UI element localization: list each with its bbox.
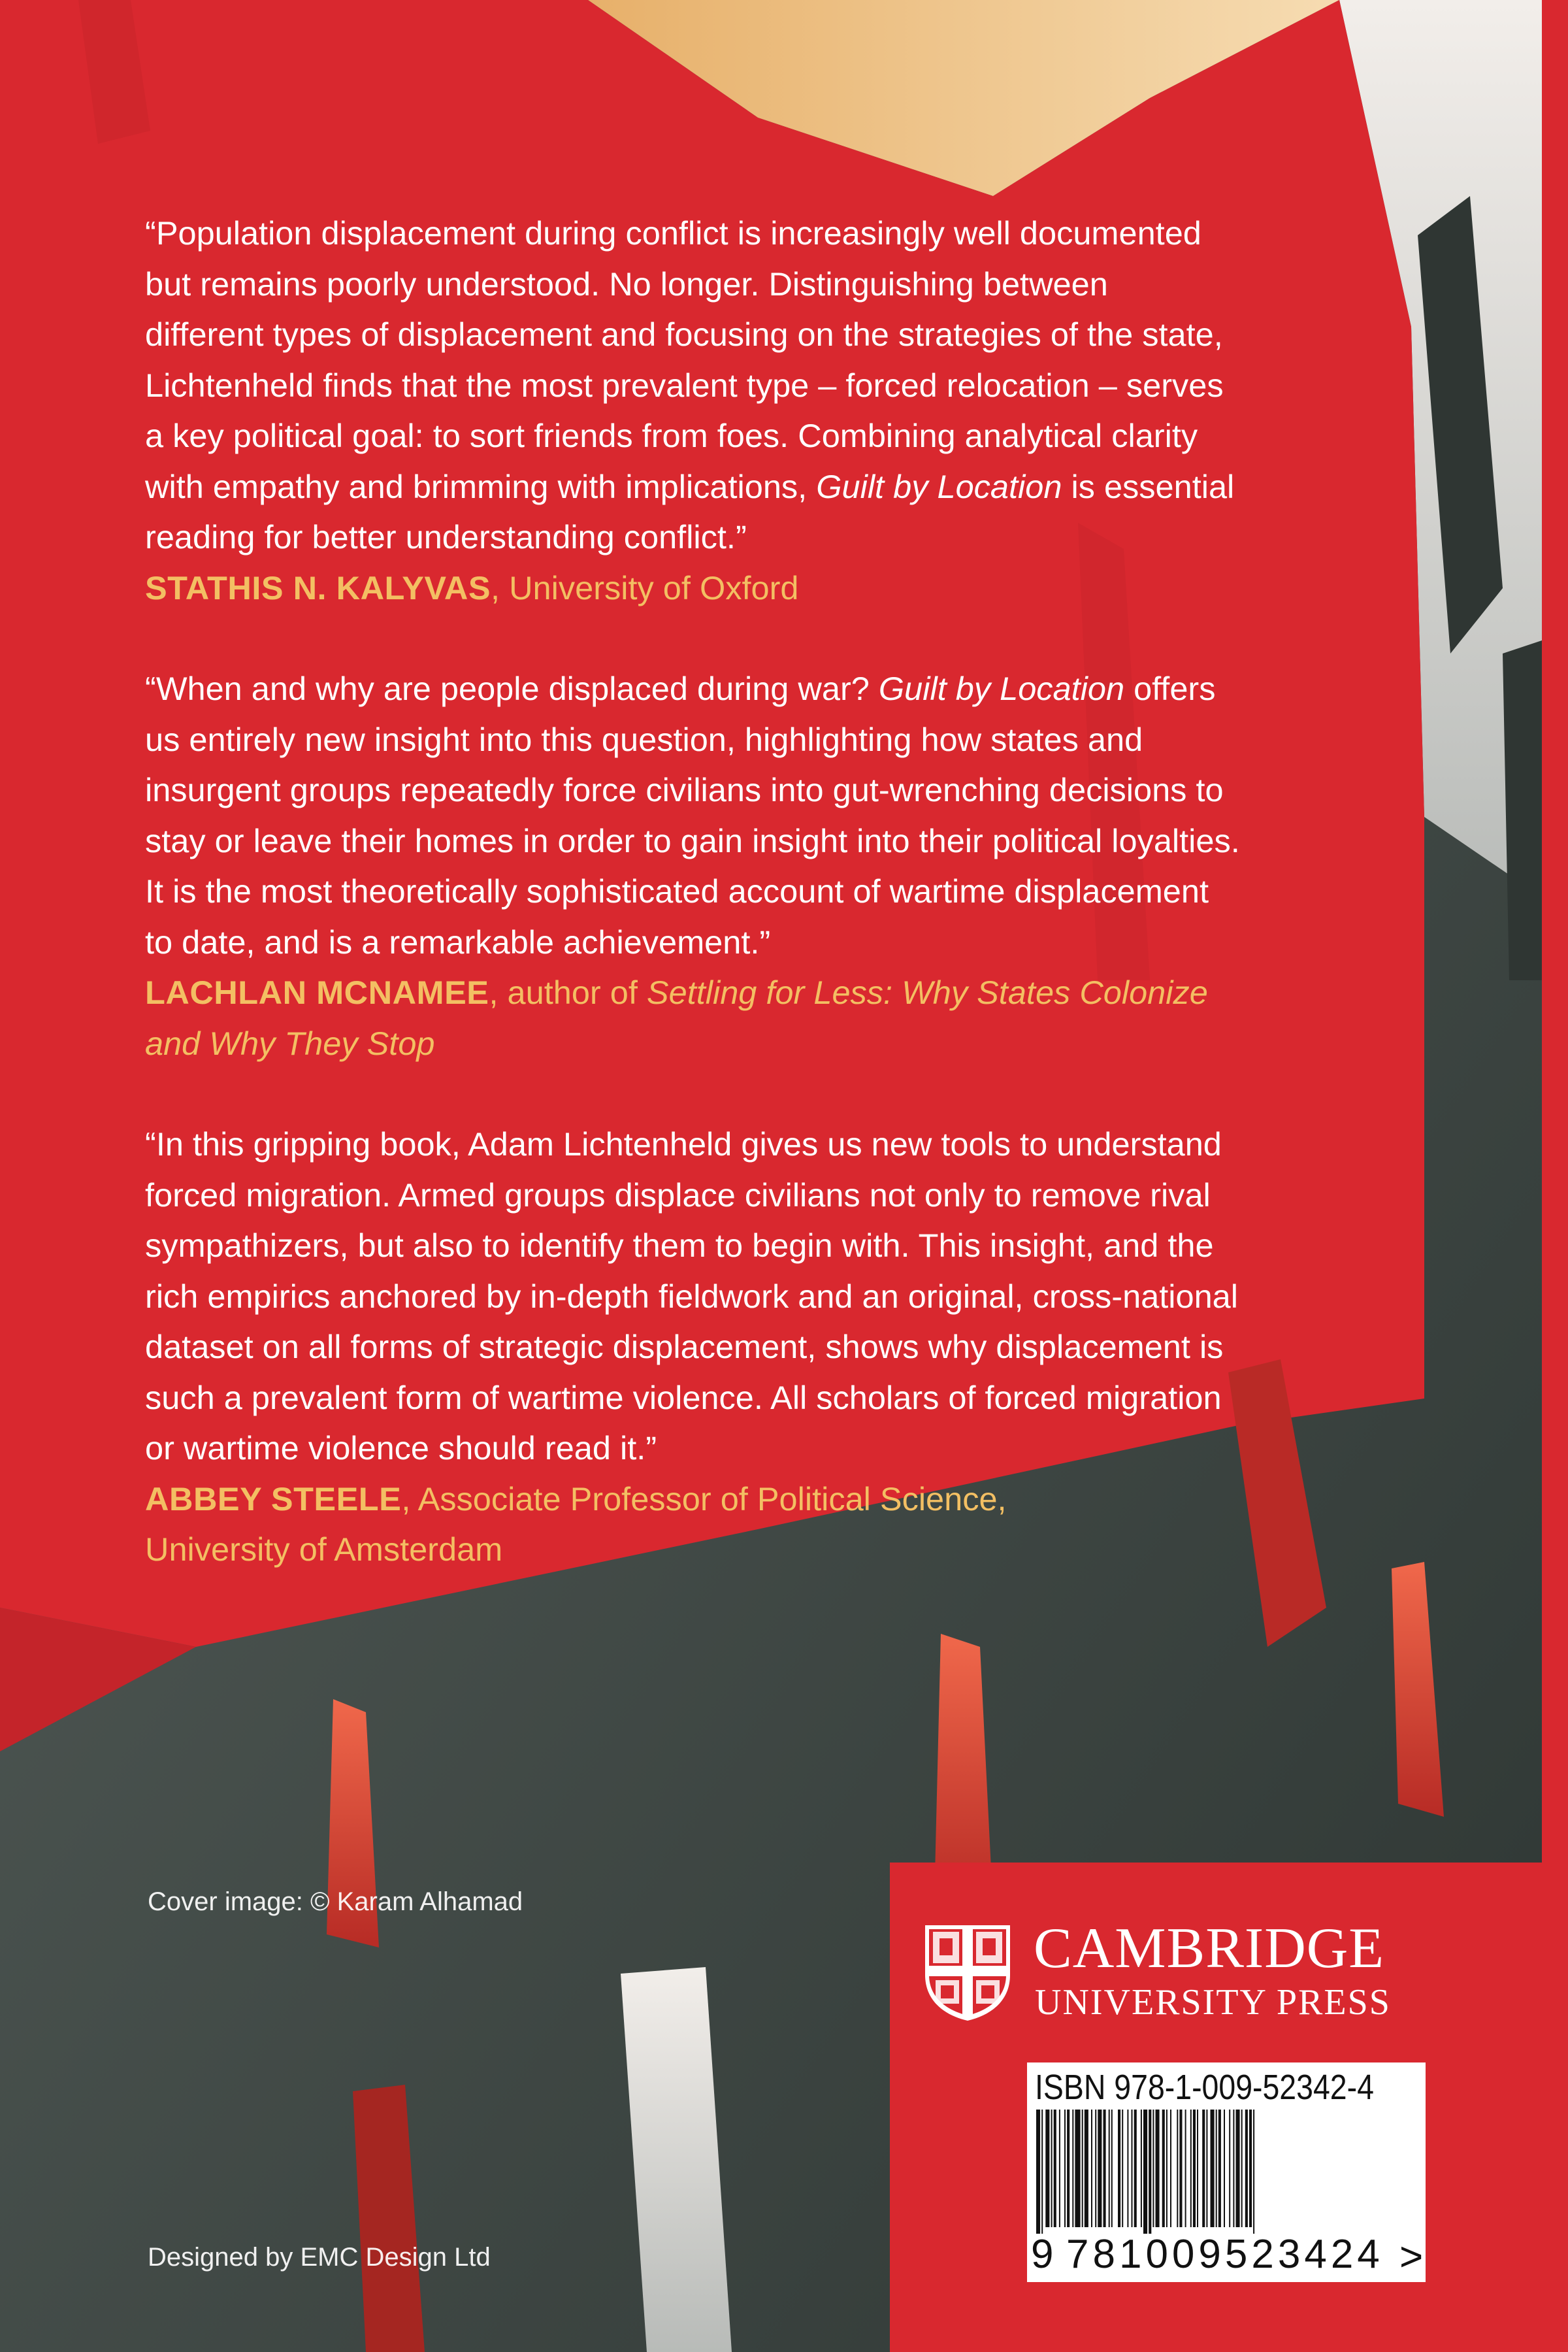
endorsement-attribution-cont xyxy=(145,1018,1386,1069)
barcode-bar xyxy=(1067,2110,1070,2227)
isbn-barcode xyxy=(1027,2062,1426,2282)
quote-line: or wartime violence should read it.” xyxy=(145,1429,657,1466)
barcode-bar xyxy=(1216,2110,1217,2227)
barcode-bar xyxy=(1082,2110,1083,2227)
barcode-bar xyxy=(1072,2110,1073,2227)
barcode-number: 781009523424 xyxy=(1066,2232,1384,2277)
barcode-bar xyxy=(1064,2110,1066,2227)
barcode-bar xyxy=(1103,2110,1106,2227)
quote-line-text: “When and why are people displaced during war? xyxy=(145,670,879,707)
endorsement-quote xyxy=(145,663,1386,967)
quote-line: us entirely new insight into this question, highlighting how states and xyxy=(145,720,1143,758)
endorsement-attribution xyxy=(145,967,1386,1018)
endorsement-steele xyxy=(145,1119,1386,1575)
barcode-bars xyxy=(1036,2110,1402,2234)
endorser-affiliation: , University of Oxford xyxy=(491,569,799,606)
quote-line-text: is essential xyxy=(1062,467,1235,505)
quote-line: forced migration. Armed groups displace civilians not only to remove rival xyxy=(145,1176,1211,1214)
publisher-name-sub: UNIVERSITY PRESS xyxy=(1035,1982,1391,2023)
quote-line: to date, and is a remarkable achievement.” xyxy=(145,923,771,961)
quote-line: sympathizers, but also to identify them to begin with. This insight, and the xyxy=(145,1227,1214,1264)
barcode-bar xyxy=(1054,2110,1056,2227)
barcode-bar xyxy=(1141,2110,1142,2227)
endorsement-kalyvas xyxy=(145,208,1386,613)
publisher-logo xyxy=(923,1917,1439,2022)
barcode-bar xyxy=(1085,2110,1088,2227)
barcode-bar xyxy=(1241,2110,1243,2227)
isbn-label: ISBN 978-1-009-52342-4 xyxy=(1035,2068,1374,2107)
endorser-affiliation: , author of xyxy=(489,974,647,1011)
barcode-bar xyxy=(1091,2110,1092,2227)
barcode-bar xyxy=(1233,2110,1234,2227)
quote-line: a key political goal: to sort friends from foes. Combining analytical clarity xyxy=(145,417,1198,454)
barcode-bar xyxy=(1045,2110,1049,2227)
barcode-bar xyxy=(1211,2110,1215,2227)
barcode-bar xyxy=(1249,2110,1252,2227)
endorsement-mcnamee xyxy=(145,663,1386,1068)
publisher-name: CAMBRIDGE xyxy=(1034,1917,1385,1980)
cambridge-crest-icon xyxy=(923,1923,1013,2022)
designer-credit: Designed by EMC Design Ltd xyxy=(148,2243,491,2272)
quote-line-text: with empathy and brimming with implications, xyxy=(145,467,817,505)
barcode-bar xyxy=(1162,2110,1165,2227)
barcode-bar xyxy=(1098,2110,1102,2227)
barcode-bar xyxy=(1122,2110,1123,2227)
barcode-bar xyxy=(1118,2110,1120,2227)
endorser-name: ABBEY STEELE xyxy=(145,1480,402,1517)
endorsement-attribution xyxy=(145,563,1386,614)
endorsement-quote xyxy=(145,208,1386,563)
endorsement-attribution xyxy=(145,1474,1386,1525)
endorser-book-title: Settling for Less: Why States Colonize xyxy=(646,974,1208,1011)
barcode-bar xyxy=(1059,2110,1060,2227)
barcode-bar xyxy=(1149,2110,1151,2234)
barcode-quiet-zone-arrow: > xyxy=(1399,2234,1424,2279)
barcode-bar xyxy=(1134,2110,1137,2227)
barcode-bar xyxy=(1156,2110,1160,2227)
quote-line: It is the most theoretically sophisticated account of wartime displacement xyxy=(145,872,1209,910)
barcode-bar xyxy=(1193,2110,1196,2227)
quote-line: reading for better understanding conflict.” xyxy=(145,518,747,555)
barcode-bar xyxy=(1127,2110,1128,2227)
quote-line: such a prevalent form of wartime violence. All scholars of forced migration xyxy=(145,1378,1222,1416)
barcode-bar xyxy=(1152,2110,1154,2227)
quote-line: dataset on all forms of strategic displacement, shows why displacement is xyxy=(145,1328,1224,1365)
quote-line: different types of displacement and focusing on the strategies of the state, xyxy=(145,316,1223,353)
endorser-affiliation: , Associate Professor of Political Science, xyxy=(401,1480,1007,1517)
quote-line xyxy=(145,461,1386,512)
barcode-bar xyxy=(1190,2110,1192,2227)
endorsements xyxy=(145,208,1386,1625)
barcode-bar xyxy=(1229,2110,1230,2227)
barcode-bar xyxy=(1095,2110,1096,2227)
quote-line-text: offers xyxy=(1124,670,1216,707)
barcode-bar xyxy=(1177,2110,1178,2227)
quote-line: Lichtenheld finds that the most prevalent type – forced relocation – serves xyxy=(145,366,1224,404)
barcode-bar xyxy=(1109,2110,1110,2227)
book-title: Guilt by Location xyxy=(878,670,1125,707)
book-title: Guilt by Location xyxy=(816,467,1062,505)
barcode-bar xyxy=(1036,2110,1040,2234)
barcode-bar xyxy=(1166,2110,1168,2227)
quote-line: “In this gripping book, Adam Lichtenheld gives us new tools to understand xyxy=(145,1125,1222,1163)
barcode-bar xyxy=(1245,2110,1248,2227)
barcode-bar xyxy=(1253,2110,1254,2234)
barcode-bar xyxy=(1041,2110,1043,2234)
barcode-first-digit: 9 xyxy=(1031,2232,1054,2277)
barcode-bar xyxy=(1179,2110,1182,2227)
barcode-bar xyxy=(1051,2110,1053,2227)
quote-line: “Population displacement during conflict is increasingly well documented xyxy=(145,214,1201,252)
barcode-bar xyxy=(1236,2110,1240,2227)
quote-line: insurgent groups repeatedly force civilians into gut-wrenching decisions to xyxy=(145,771,1224,808)
endorser-book-title: and Why They Stop xyxy=(145,1024,435,1062)
endorser-name: STATHIS N. KALYVAS xyxy=(145,569,491,606)
cover-image-credit: Cover image: © Karam Alhamad xyxy=(148,1887,523,1916)
barcode-digits xyxy=(1027,2231,1426,2278)
barcode-bar xyxy=(1218,2110,1221,2227)
barcode-bar xyxy=(1185,2110,1186,2227)
barcode-bar xyxy=(1206,2110,1207,2227)
barcode-bar xyxy=(1075,2110,1080,2227)
quote-line: rich empirics anchored by in-depth fieldwork and an original, cross-national xyxy=(145,1277,1238,1315)
barcode-bar xyxy=(1224,2110,1225,2227)
barcode-bar xyxy=(1202,2110,1205,2227)
quote-line xyxy=(145,663,1386,714)
barcode-bar xyxy=(1170,2110,1171,2227)
endorsement-quote xyxy=(145,1119,1386,1474)
barcode-bar xyxy=(1197,2110,1198,2227)
quote-line: stay or leave their homes in order to gain insight into their political loyalties. xyxy=(145,821,1240,859)
barcode-bar xyxy=(1143,2110,1147,2234)
quote-line: but remains poorly understood. No longer. Distinguishing between xyxy=(145,265,1108,303)
barcode-bar xyxy=(1111,2110,1113,2227)
endorser-name: LACHLAN MCNAMEE xyxy=(145,974,489,1011)
barcode-bar xyxy=(1132,2110,1133,2227)
endorser-affiliation: University of Amsterdam xyxy=(145,1531,503,1568)
